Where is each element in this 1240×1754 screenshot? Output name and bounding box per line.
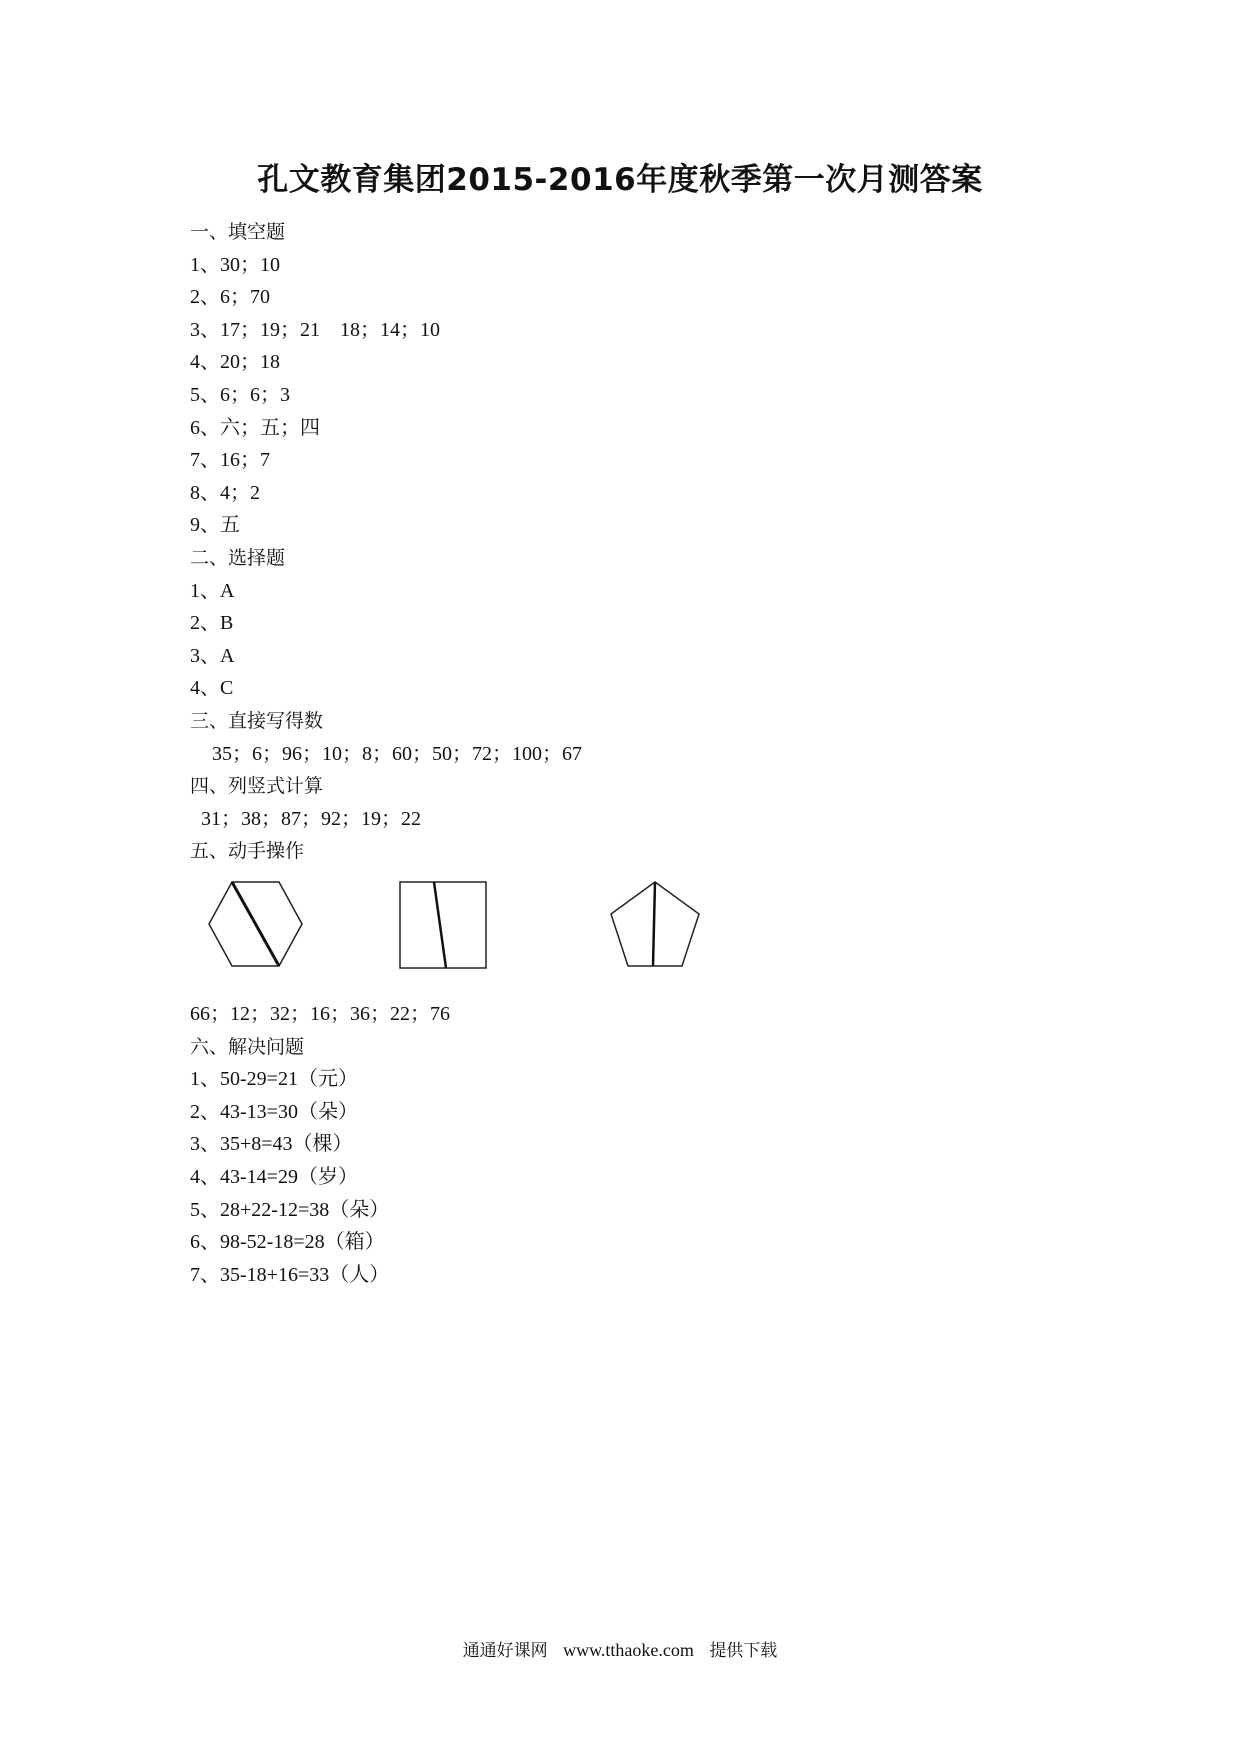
page-footer xyxy=(0,1636,1240,1661)
word-problem-answer: 5、28+22-12=38（朵） xyxy=(190,1198,390,1221)
hexagon-cut-icon xyxy=(205,880,305,970)
fill-blank-answer: 1、30；10 xyxy=(190,253,280,276)
fill-blank-answer: 6、六；五；四 xyxy=(190,416,320,439)
word-problem-answer: 7、35-18+16=33（人） xyxy=(190,1263,390,1286)
hands-on-figures xyxy=(190,880,750,990)
fill-blank-answer: 8、4；2 xyxy=(190,481,260,504)
section-heading-mental-math: 三、直接写得数 xyxy=(190,709,324,732)
answers-part-2 xyxy=(190,998,1090,1291)
fill-blank-answer: 7、16；7 xyxy=(190,449,270,472)
fill-blank-answer: 4、20；18 xyxy=(190,351,280,374)
page-title: 孔文教育集团2015-2016年度秋季第一次月测答案 xyxy=(257,162,983,198)
word-problem-answer: 3、35+8=43（棵） xyxy=(190,1133,353,1156)
fill-blank-answer: 5、6；6；3 xyxy=(190,383,290,406)
section-heading-multiple-choice: 二、选择题 xyxy=(190,546,286,569)
square-cut-icon xyxy=(398,880,488,972)
word-problem-answer: 2、43-13=30（朵） xyxy=(190,1100,358,1123)
fill-blank-answer: 9、五 xyxy=(190,514,240,537)
section-heading-fill-blank: 一、填空题 xyxy=(190,221,286,243)
section-heading-hands-on: 五、动手操作 xyxy=(190,840,305,863)
answers-part-1 xyxy=(190,216,1090,868)
word-problem-answer: 1、50-29=21（元） xyxy=(190,1068,358,1091)
word-problem-answer: 6、98-52-18=28（箱） xyxy=(190,1231,385,1254)
footer-tail: 提供下载 xyxy=(709,1641,778,1661)
mental-math-answers: 35；6；96；10；8；60；50；72；100；67 xyxy=(212,742,582,765)
hands-on-answers: 66；12；32；16；36；22；76 xyxy=(190,1003,450,1025)
choice-answer: 4、C xyxy=(190,677,234,700)
choice-answer: 2、B xyxy=(190,612,234,635)
choice-answer: 3、A xyxy=(190,644,235,667)
section-heading-vertical-calc: 四、列竖式计算 xyxy=(190,775,324,798)
vertical-calc-answers: 31；38；87；92；19；22 xyxy=(201,807,421,830)
footer-site-name: 通通好课网 xyxy=(462,1641,548,1661)
choice-answer: 1、A xyxy=(190,579,235,602)
pentagon-cut-icon xyxy=(605,880,705,972)
fill-blank-answer: 2、6；70 xyxy=(190,286,270,309)
fill-blank-answer: 3、17；19；21 18；14；10 xyxy=(190,318,440,341)
footer-url-link[interactable]: www.tthaoke.com xyxy=(563,1640,694,1660)
word-problem-answer: 4、43-14=29（岁） xyxy=(190,1165,358,1188)
section-heading-word-problems: 六、解决问题 xyxy=(190,1035,305,1058)
